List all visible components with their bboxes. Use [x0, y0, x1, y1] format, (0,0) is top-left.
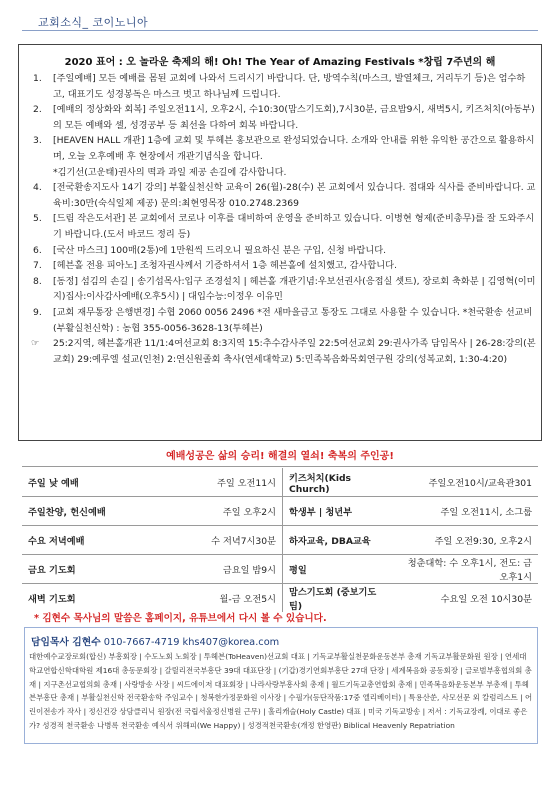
- service-name: 주일 낮 예배: [28, 478, 79, 489]
- service-name: 금요 기도회: [28, 565, 76, 576]
- service-time: 주일 오전11시, 소그룹: [440, 507, 532, 518]
- service-name: 평일: [289, 565, 307, 576]
- news-item-text: [주일예배] 모든 예배를 몸된 교회에 나와서 드리시기 바랍니다. 단, 방역수칙(마스크, 발열체크, 거리두기 등)은 엄수하고, 대표기도 성경봉독은 마스크 벗고 하나님께 드립니다.: [53, 73, 526, 100]
- news-item-number: 4.: [33, 182, 42, 194]
- news-item-4: [29, 180, 537, 211]
- service-time: 월-금 오전5시: [130, 584, 283, 613]
- table-row: [22, 468, 538, 497]
- news-item-text: [헤븐홀 전용 피아노] 조청자권사께서 기증하셔서 1층 헤븐홀에 설치했고, 감사합니다.: [53, 260, 397, 272]
- news-item-1: [29, 71, 537, 102]
- news-item-text: [국산 마스크] 100매(2통)에 1만원씩 드리오니 필요하신 분은 구입, 신청 바랍니다.: [53, 244, 387, 256]
- pastor-box: [24, 627, 538, 744]
- news-item-number: 2.: [33, 104, 42, 116]
- news-item-8: [29, 274, 537, 305]
- pastor-contact: 010-7667-4719 khs407@korea.com: [103, 637, 280, 648]
- news-item-text: [교회 재무통장 은행변경] 수협 2060 0056 2496 *전 새마을금고 통장도 그대로 사용할 수 있습니다. *천국환송 선교비(부활실천신학) : 농협 355-0056-3628-13(투헤븐): [53, 306, 533, 334]
- service-time: 금요일 밤9시: [130, 555, 283, 584]
- news-item-7: [29, 258, 537, 274]
- service-time: 주일 오전11시: [130, 468, 283, 497]
- table-row: [22, 555, 538, 584]
- service-time: 청춘대학: 수 오후1시, 전도: 금 오후1시: [407, 558, 532, 583]
- service-name: 주일찬양, 헌신예배: [28, 507, 106, 518]
- service-name: 학생부 | 청년부: [289, 507, 353, 518]
- worship-schedule-table: [22, 468, 538, 612]
- news-item-text: [동정] 섬김의 손길 | 송기섭목사:입구 조경설치 | 헤븐홀 개관기념:우보선권사(응접실 셋트), 장로회 축화분 | 김영혁(이미지)집사:이사감사예배(오후5시) | 대입수능:이정우 이유민: [53, 275, 536, 303]
- service-name: 수요 저녁예배: [28, 536, 85, 547]
- schedule: [29, 336, 537, 367]
- service-name: 새벽 기도회: [28, 594, 76, 605]
- news-item-text: [예배의 정상화와 회복] 주일오전11시, 오후2시, 수10:30(맘스기도회),7시30분, 금요밤9시, 새벽5시, 키즈처치(아동부)의 모든 예배와 셀, 성경공부 등 최선을 다하여 회복 바랍니다.: [53, 104, 535, 131]
- service-time: 주일 오전9:30, 오후2시: [434, 536, 532, 547]
- news-list: [29, 71, 537, 367]
- schedule-text: 25:2지역, 헤븐홀개관 11/1:4여선교회 8:3지역 15:추수감사주일 22:5여선교회 29:권사가족 담임목사 | 26-28:강의(본교회) 29:예루엘 설교(인천) 2:연신원졸회 축사(연세대학교) 5:민족복음화목회연구원 강의(성복교회, 1:30-4:20): [53, 338, 536, 365]
- sermon-notice: * 김현수 목사님의 말씀은 홈페이지, 유튜브에서 다시 볼 수 있습니다.: [34, 613, 327, 624]
- service-name: 키즈처치(Kids Church): [289, 472, 352, 495]
- slogan: 예배성공은 삶의 승리! 해결의 열쇠! 축복의 주인공!: [166, 451, 394, 462]
- news-item-number: 7.: [33, 260, 42, 272]
- service-time: 주일오전10시/교육관301: [428, 478, 532, 489]
- pastor-bio: 대한예수교장로회(합신) 부흥회장 | 수도노회 노회장 | 투헤븐(ToHeaven)선교회 대표 | 기독교부활실천문화운동본부 총재 기독교부활문화원 원장 | 연세대학교연합신학대학원 제16대 총동문회장 | 갈릴리전국부흥단 39대 대표단장 | (기갑)경기연회부흥단 27대 단장 | 세계복음화 공동회장 | 글로벌부흥협의회 총재 | 지구촌선교협의회 총재 | 사랑방송 사장 | 씨드에이저 대표회장 | 나라사랑부흥사회 총재 | 월드기독교총연합회 총재 | 민족복음화운동본부 부총재 | 투헤븐부흥단 총재 | 부활실천신학 전국환송학 주임교수 | 청복한가정문화원 이사장 | 수필가(등단작품:17중 엘리베이터) | 특용산쑨, 사모선문 외 칼럼리스트 | 어린이전송가 작사 | 정신건강 상담클리닉 원장(전 국립서울정신병원 근무) | 홀리캐슬(Holy Castle) 대표 | 미국 기독교방송 | 저서 : 기독교장례, 이대로 좋은가? 성경적 천국환송 나병록 천국환송 예식서 위해피(We Happy) | 성경적천국환송(개정 한영판) Biblical Heavenly Repatriation: [29, 652, 533, 730]
- news-item-9: [29, 305, 537, 336]
- service-time: 주일 오후2시: [130, 497, 283, 526]
- news-item-6: [29, 243, 537, 259]
- news-item-number: 5.: [33, 213, 42, 225]
- news-item-text: [전국환송지도사 14기 강의] 부활실천신학 교육이 26(월)-28(수) 본 교회에서 있습니다. 접대와 식사를 준비바랍니다. 교육비:30만(숙식일체 제공) 문의:최현영목장 010.2748.2369: [53, 182, 536, 209]
- news-item-number: 1.: [33, 73, 42, 84]
- service-time: 수요일 오전 10시30분: [440, 594, 532, 605]
- news-item-number: 8.: [33, 275, 42, 287]
- news-item-number: 9.: [33, 306, 42, 318]
- table-row: [22, 584, 538, 613]
- service-name: 맘스기도회 (중보기도팀): [289, 587, 377, 612]
- pastor-header: [31, 634, 279, 648]
- header-divider: [22, 30, 538, 31]
- table-top-rule: [22, 466, 538, 467]
- service-time: 수 저녁7시30분: [130, 526, 283, 555]
- service-name: 하자교육, DBA교육: [289, 536, 371, 547]
- news-item-number: 3.: [33, 135, 42, 147]
- section-header: 교회소식_ 코이노니아: [38, 16, 149, 29]
- news-box: [18, 44, 542, 441]
- news-item-number: 6.: [33, 244, 42, 256]
- pointing-hand-icon: ☞: [31, 338, 40, 350]
- table-row: [22, 497, 538, 526]
- table-row: [22, 526, 538, 555]
- news-item-3-note: *김기선(고운태)권사의 떡과 과일 제공 손길에 감사합니다.: [53, 166, 287, 178]
- news-item-text: [HEAVEN HALL 개관] 1층에 교회 및 투헤븐 홍보관으로 완성되었습니다. 소개와 안내를 위한 유익한 공간으로 활용하시며, 오늘 오후예배 후 현장에서 개관기념식을 합니다.: [53, 135, 535, 162]
- pastor-title: 담임목사 김현수: [31, 637, 101, 648]
- news-item-5: [29, 211, 537, 242]
- news-item-2: [29, 102, 537, 133]
- news-item-3: [29, 133, 537, 164]
- news-title: 2020 표어 : 오 놀라운 축제의 해! Oh! The Year of Amazing Festivals *창립 7주년의 해: [64, 57, 496, 68]
- news-item-text: [드림 작은도서관] 본 교회에서 코로나 이후를 대비하여 운영을 준비하고 있습니다. 이병현 형제(준비총무)를 잘 도와주시기 바랍니다.(도서 바코드 정리 등): [53, 213, 535, 240]
